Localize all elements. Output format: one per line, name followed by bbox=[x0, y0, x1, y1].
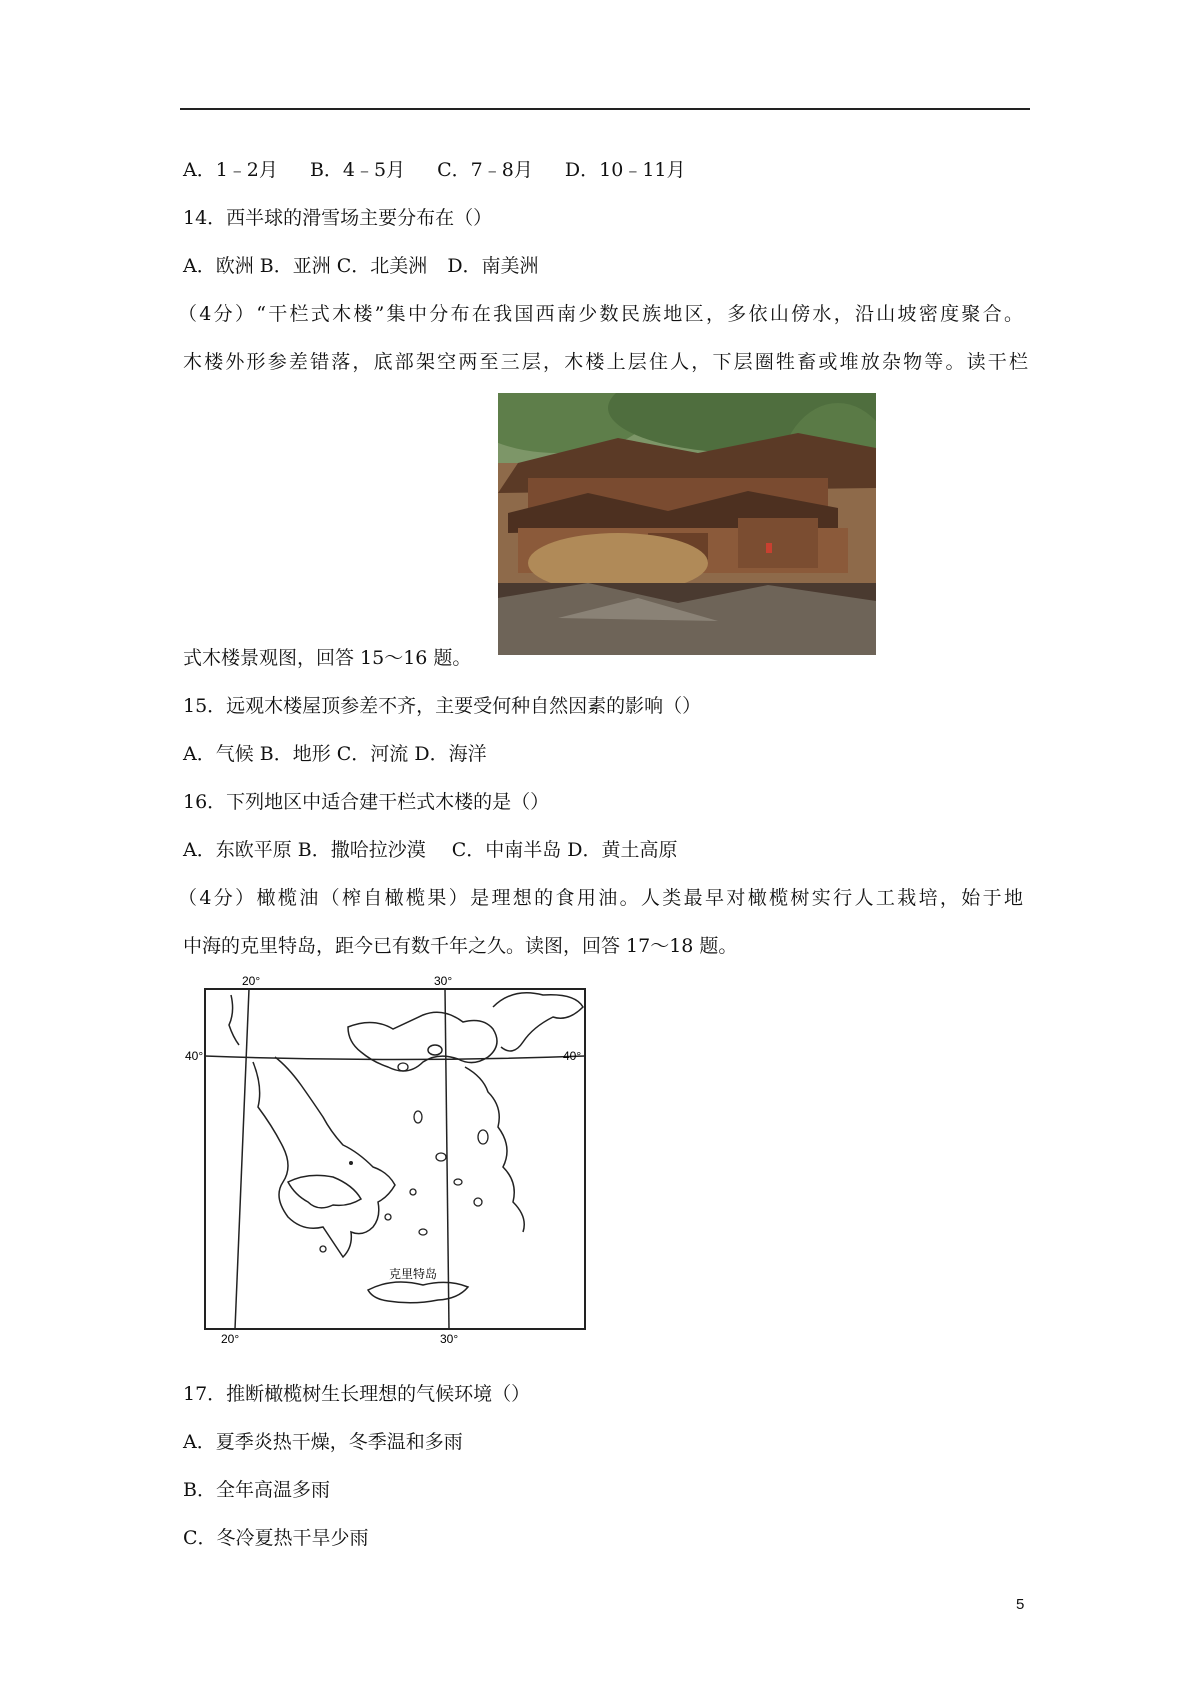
q14-options bbox=[183, 254, 539, 278]
q13-option-c: C．7﹣8月 bbox=[437, 159, 533, 181]
wooden-stilt-houses-photo bbox=[498, 393, 876, 655]
map-lat-40-left: 40° bbox=[185, 1049, 204, 1063]
intro2-line1: （4分）橄榄油（榨自橄榄果）是理想的食用油。人类最早对橄榄树实行人工栽培，始于地 bbox=[178, 887, 1023, 909]
page-number: 5 bbox=[1016, 1596, 1025, 1613]
map-lon-30-top: 30° bbox=[434, 974, 453, 988]
map-lon-20-top: 20° bbox=[242, 974, 261, 988]
q15-stem: 15．远观木楼屋顶参差不齐，主要受何种自然因素的影响（） bbox=[183, 695, 702, 717]
intro1-line1: （4分）“干栏式木楼”集中分布在我国西南少数民族地区，多依山傍水，沿山坡密度聚合。 bbox=[178, 303, 1023, 325]
q17-option-b: B．全年高温多雨 bbox=[183, 1479, 330, 1501]
q16-options-cd: C．中南半岛 D．黄土高原 bbox=[451, 839, 678, 861]
q16-options-ab: A．东欧平原 B．撒哈拉沙漠 bbox=[183, 839, 426, 861]
intro2-line2: 中海的克里特岛，距今已有数千年之久。读图，回答 17～18 题。 bbox=[183, 935, 738, 957]
intro1-line2: 木楼外形参差错落，底部架空两至三层，木楼上层住人，下层圈牲畜或堆放杂物等。读干栏 bbox=[183, 351, 1028, 373]
q14-options-abc: A．欧洲 B．亚洲 C．北美洲 bbox=[183, 255, 428, 277]
q13-option-b: B．4﹣5月 bbox=[309, 159, 406, 181]
q17-option-a: A．夏季炎热干燥，冬季温和多雨 bbox=[183, 1431, 463, 1453]
q17-option-c: C．冬冷夏热干旱少雨 bbox=[183, 1527, 369, 1549]
q14-stem: 14．西半球的滑雪场主要分布在（） bbox=[183, 207, 493, 229]
q13-option-d: D．10﹣11月 bbox=[564, 159, 686, 181]
map-lon-30-bottom: 30° bbox=[440, 1332, 459, 1346]
q13-option-a: A．1﹣2月 bbox=[183, 159, 278, 181]
q16-stem: 16．下列地区中适合建干栏式木楼的是（） bbox=[183, 791, 550, 813]
header-rule bbox=[180, 108, 1030, 110]
map-lat-40-right: 40° bbox=[563, 1049, 582, 1063]
q16-options bbox=[183, 838, 678, 862]
q14-option-d: D．南美洲 bbox=[447, 255, 539, 277]
q15-options: A．气候 B．地形 C．河流 D．海洋 bbox=[183, 743, 487, 765]
map-island-label: 克里特岛 bbox=[389, 1267, 438, 1281]
aegean-crete-map bbox=[183, 967, 593, 1347]
q17-stem: 17．推断橄榄树生长理想的气候环境（） bbox=[183, 1383, 531, 1405]
q13-options bbox=[183, 158, 686, 182]
map-lon-20-bottom: 20° bbox=[221, 1332, 240, 1346]
intro1-line3: 式木楼景观图，回答 15～16 题。 bbox=[183, 647, 472, 669]
